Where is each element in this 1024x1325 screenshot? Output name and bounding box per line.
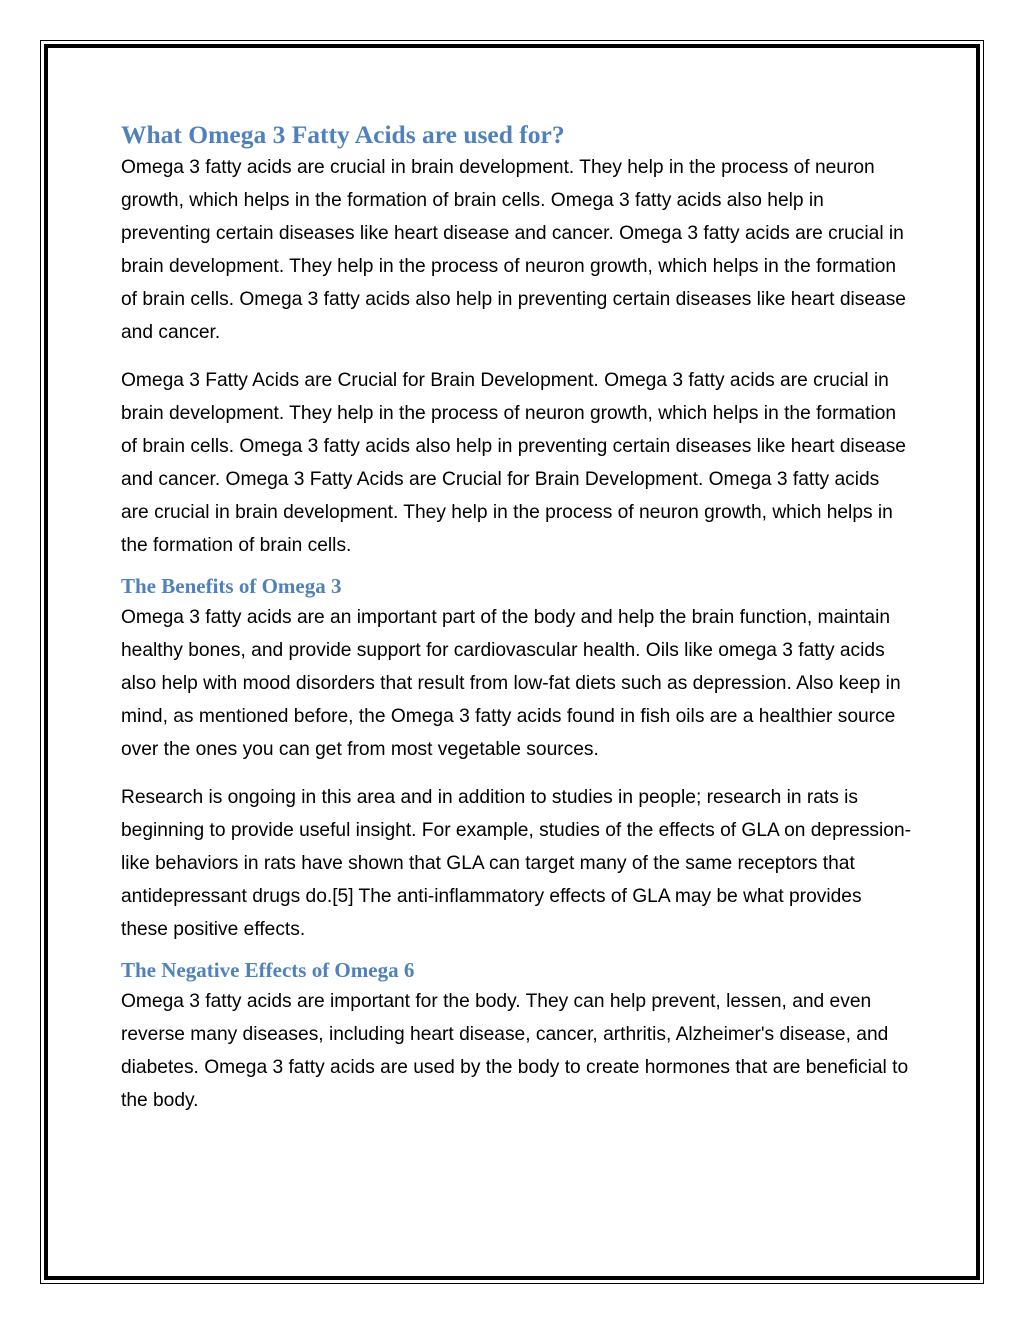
section-heading: What Omega 3 Fatty Acids are used for? xyxy=(121,120,565,149)
section-omega3-benefits xyxy=(121,571,911,946)
paragraph: Research is ongoing in this area and in addition to studies in people; research in rats is beginning to provide useful insight. For example, studies of the effects of GLA on depression-like behaviors in rats have shown that GLA can target many of the same receptors that antidepressant drugs do.[5] The anti-inflammatory effects of GLA may be what provides these positive effects. xyxy=(121,787,912,940)
section-omega6-negative-effects xyxy=(121,955,911,1117)
paragraph: Omega 3 fatty acids are crucial in brain development. They help in the process of neuron growth, which helps in the formation of brain cells. Omega 3 fatty acids also help in preventing certain diseases like heart disease and cancer. Omega 3 fatty acids are crucial in brain development. They help in the process of neuron growth, which helps in the formation of brain cells. Omega 3 fatty acids also help in preventing certain diseases like heart disease and cancer. xyxy=(121,157,906,343)
paragraph: Omega 3 fatty acids are important for the body. They can help prevent, lessen, and even reverse many diseases, including heart disease, cancer, arthritis, Alzheimer's disease, and diabetes. Omega 3 fatty acids are used by the body to create hormones that are beneficial to the body. xyxy=(121,991,909,1111)
document-content xyxy=(121,118,911,1117)
paragraph: Omega 3 Fatty Acids are Crucial for Brain Development. Omega 3 fatty acids are crucial in brain development. They help in the process of neuron growth, which helps in the formation of brain cells. Omega 3 fatty acids also help in preventing certain diseases like heart disease and cancer. Omega 3 Fatty Acids are Crucial for Brain Development. Omega 3 fatty acids are crucial in brain development. They help in the process of neuron growth, which helps in the formation of brain cells. xyxy=(121,370,906,556)
section-omega3-uses xyxy=(121,118,911,562)
section-heading: The Benefits of Omega 3 xyxy=(121,574,342,598)
paragraph: Omega 3 fatty acids are an important part of the body and help the brain function, maintain healthy bones, and provide support for cardiovascular health. Oils like omega 3 fatty acids also help with mood disorders that result from low-fat diets such as depression. Also keep in mind, as mentioned before, the Omega 3 fatty acids found in fish oils are a healthier source over the ones you can get from most vegetable sources. xyxy=(121,607,901,760)
section-heading: The Negative Effects of Omega 6 xyxy=(121,958,415,982)
